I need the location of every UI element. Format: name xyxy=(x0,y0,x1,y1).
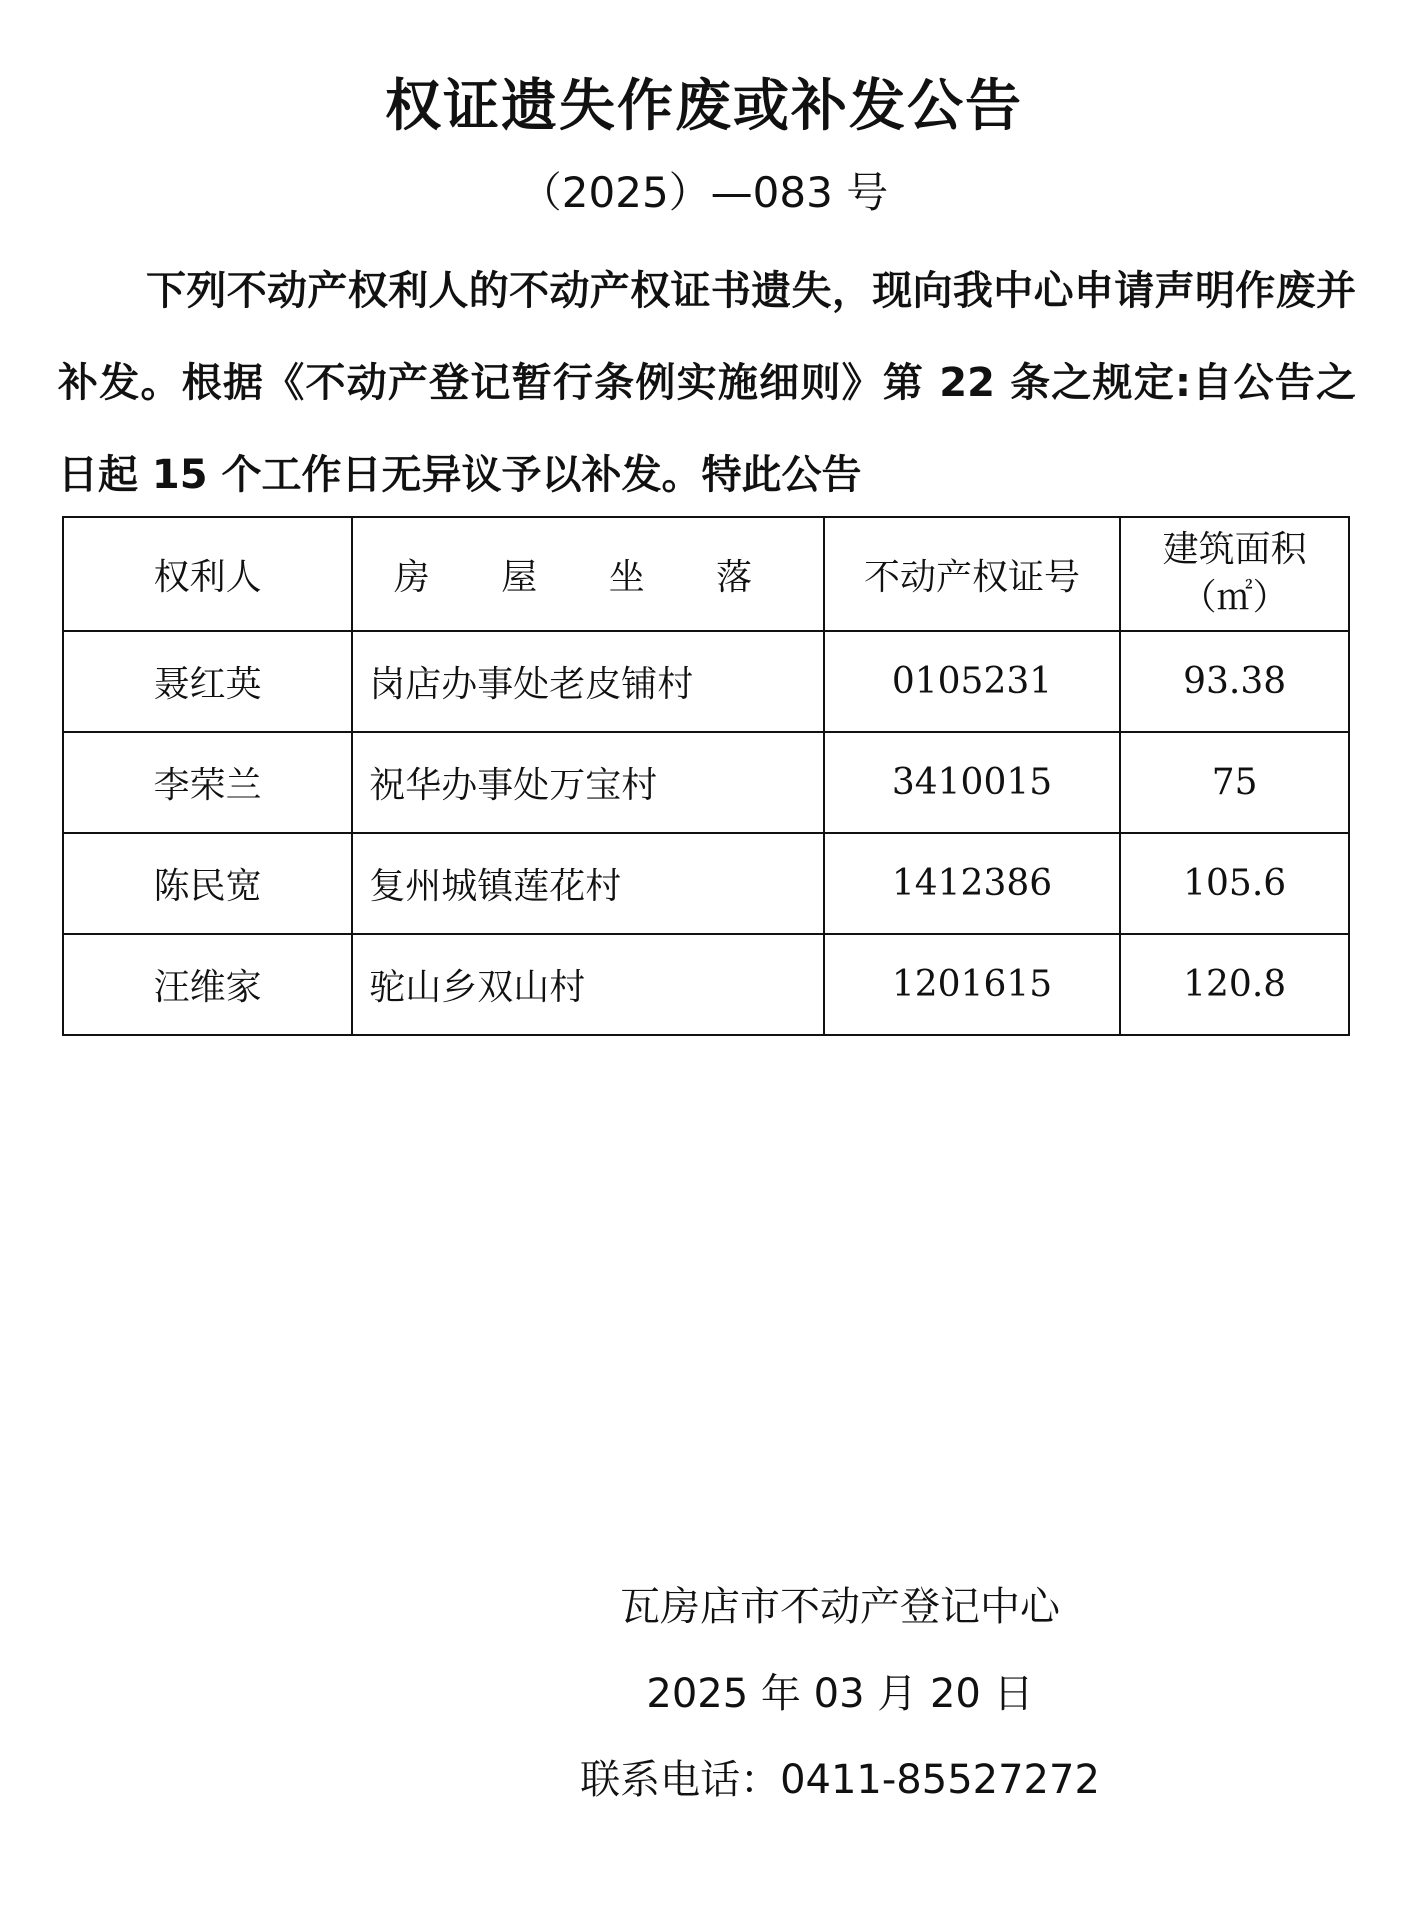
area-cell: 120.8 xyxy=(1120,934,1349,1035)
cert-number-cell: 1412386 xyxy=(824,833,1121,934)
contact-phone: 联系电话：0411-85527272 xyxy=(580,1757,1100,1803)
address-cell: 岗店办事处老皮铺村 xyxy=(352,631,824,732)
issue-date: 2025 年 03 月 20 日 xyxy=(646,1671,1034,1717)
table-row xyxy=(63,934,1349,1035)
cert-number-cell: 3410015 xyxy=(824,732,1121,833)
owner-cell: 李荣兰 xyxy=(63,732,352,833)
header-area xyxy=(1120,517,1349,631)
area-cell: 75 xyxy=(1120,732,1349,833)
issuing-organization: 瓦房店市不动产登记中心 xyxy=(620,1584,1060,1630)
document-number: （2025）—083 号 xyxy=(519,168,889,217)
notice-body: 下列不动产权利人的不动产权证书遗失，现向我中心申请声明作废并补发。根据《不动产登记暂行条例实施细则》第 22 条之规定:自公告之日起 15 个工作日无异议予以补发。特此公告 xyxy=(58,268,1356,498)
table-row xyxy=(63,833,1349,934)
table-row xyxy=(63,732,1349,833)
header-area-unit: （㎡） xyxy=(1180,577,1289,618)
header-area-label: 建筑面积 xyxy=(1162,529,1307,570)
owner-cell: 聂红英 xyxy=(63,631,352,732)
address-cell: 驼山乡双山村 xyxy=(352,934,824,1035)
cert-number-cell: 1201615 xyxy=(824,934,1121,1035)
address-cell: 复州城镇莲花村 xyxy=(352,833,824,934)
header-cert-number: 不动产权证号 xyxy=(824,517,1121,631)
header-address: 房 屋 坐 落 xyxy=(352,517,824,631)
area-cell: 105.6 xyxy=(1120,833,1349,934)
address-cell: 祝华办事处万宝村 xyxy=(352,732,824,833)
table-header-row xyxy=(63,517,1349,631)
owner-cell: 汪维家 xyxy=(63,934,352,1035)
owner-cell: 陈民宽 xyxy=(63,833,352,934)
table-row xyxy=(63,631,1349,732)
cert-number-cell: 0105231 xyxy=(824,631,1121,732)
notice-title: 权证遗失作废或补发公告 xyxy=(385,74,1023,139)
lost-certificate-table xyxy=(62,516,1350,1036)
area-cell: 93.38 xyxy=(1120,631,1349,732)
header-owner: 权利人 xyxy=(63,517,352,631)
